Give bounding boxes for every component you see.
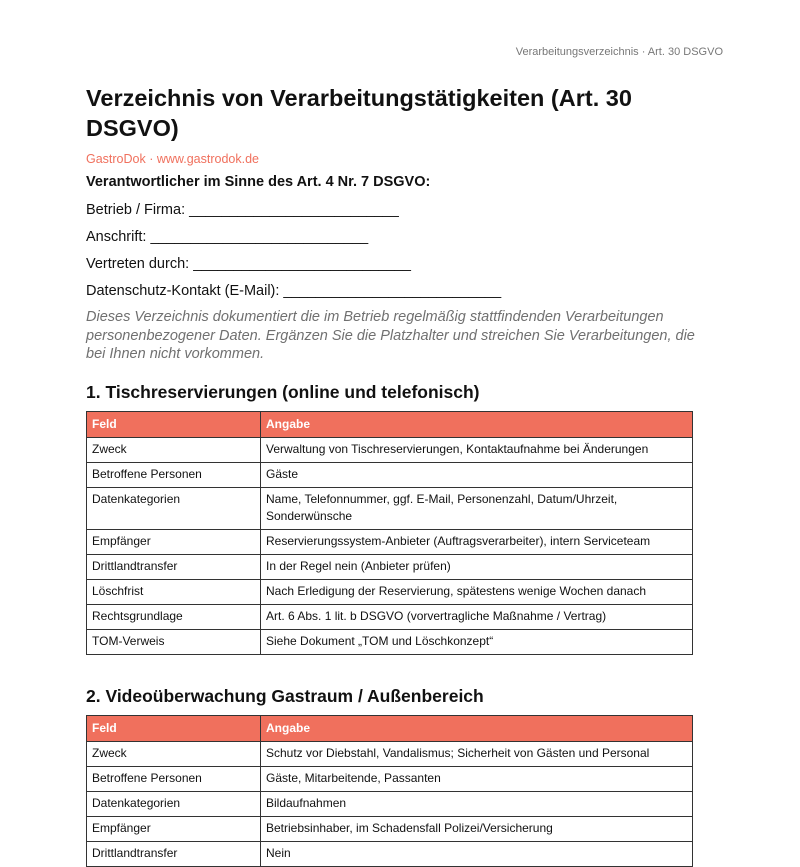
document-title: Verzeichnis von Verarbeitungstätigkeiten (Art. 30 DSGVO): [86, 85, 632, 141]
section-video-surveillance: [86, 685, 714, 867]
column-header-value: Angabe: [261, 715, 693, 741]
row-field: Betroffene Personen: [87, 766, 261, 791]
table-row: [87, 437, 693, 462]
row-value: Art. 6 Abs. 1 lit. b DSGVO (vorvertragliche Maßnahme / Vertrag): [261, 604, 693, 629]
table-row: [87, 791, 693, 816]
intro-text: Dieses Verzeichnis dokumentiert die im Betrieb regelmäßig stattfindenden Verarbeitungen personenbezogener Daten. Ergänzen Sie die Platzhalter und streichen Sie Verarbeitungen, die bei Ihnen nicht vorkommen.: [86, 309, 695, 362]
row-value: Name, Telefonnummer, ggf. E-Mail, Personenzahl, Datum/Uhrzeit, Sonderwünsche: [261, 487, 693, 529]
row-value: Nein: [261, 841, 693, 866]
column-header-field: Feld: [87, 411, 261, 437]
responsible-heading: Verantwortlicher im Sinne des Art. 4 Nr. 7 DSGVO:: [86, 174, 431, 190]
row-value: Siehe Dokument „TOM und Löschkonzept“: [261, 629, 693, 654]
field-privacy-contact: Datenschutz-Kontakt (E-Mail): ___________________________: [86, 283, 502, 299]
row-value: Schutz vor Diebstahl, Vandalismus; Sicherheit von Gästen und Personal: [261, 741, 693, 766]
row-value: Reservierungssystem-Anbieter (Auftragsverarbeiter), intern Serviceteam: [261, 529, 693, 554]
table-row: [87, 629, 693, 654]
row-field: Rechtsgrundlage: [87, 604, 261, 629]
row-value: Verwaltung von Tischreservierungen, Kontaktaufnahme bei Änderungen: [261, 437, 693, 462]
table-row: [87, 766, 693, 791]
row-field: Datenkategorien: [87, 487, 261, 529]
table-row: [87, 579, 693, 604]
section-title: 1. Tischreservierungen (online und telefonisch): [86, 381, 480, 402]
row-field: Datenkategorien: [87, 791, 261, 816]
row-value: Betriebsinhaber, im Schadensfall Polizei/Versicherung: [261, 816, 693, 841]
section-title: 2. Videoüberwachung Gastraum / Außenbereich: [86, 685, 484, 706]
table-row: [87, 529, 693, 554]
table-header-row: [87, 715, 693, 741]
field-represented-by: Vertreten durch: ___________________________: [86, 256, 411, 272]
table-row: [87, 462, 693, 487]
processing-table: [86, 715, 693, 867]
row-field: Empfänger: [87, 816, 261, 841]
row-value: Bildaufnahmen: [261, 791, 693, 816]
row-field: TOM-Verweis: [87, 629, 261, 654]
row-field: Betroffene Personen: [87, 462, 261, 487]
table-row: [87, 604, 693, 629]
column-header-field: Feld: [87, 715, 261, 741]
section-table-reservations: [86, 381, 714, 655]
table-row: [87, 816, 693, 841]
row-field: Drittlandtransfer: [87, 841, 261, 866]
responsible-fields: [86, 200, 714, 301]
processing-table: [86, 411, 693, 655]
column-header-value: Angabe: [261, 411, 693, 437]
document-body: [86, 83, 714, 867]
row-field: Drittlandtransfer: [87, 554, 261, 579]
row-field: Zweck: [87, 741, 261, 766]
table-row: [87, 741, 693, 766]
field-company: Betrieb / Firma: __________________________: [86, 202, 399, 218]
running-header: Verarbeitungsverzeichnis · Art. 30 DSGVO: [515, 46, 723, 58]
row-field: Empfänger: [87, 529, 261, 554]
brand-line: GastroDok · www.gastrodok.de: [86, 152, 259, 166]
row-field: Zweck: [87, 437, 261, 462]
row-value: Gäste: [261, 462, 693, 487]
table-header-row: [87, 411, 693, 437]
table-row: [87, 841, 693, 866]
row-value: Gäste, Mitarbeitende, Passanten: [261, 766, 693, 791]
field-address: Anschrift: ___________________________: [86, 229, 369, 245]
row-field: Löschfrist: [87, 579, 261, 604]
table-row: [87, 487, 693, 529]
table-row: [87, 554, 693, 579]
row-value: Nach Erledigung der Reservierung, spätestens wenige Wochen danach: [261, 579, 693, 604]
row-value: In der Regel nein (Anbieter prüfen): [261, 554, 693, 579]
